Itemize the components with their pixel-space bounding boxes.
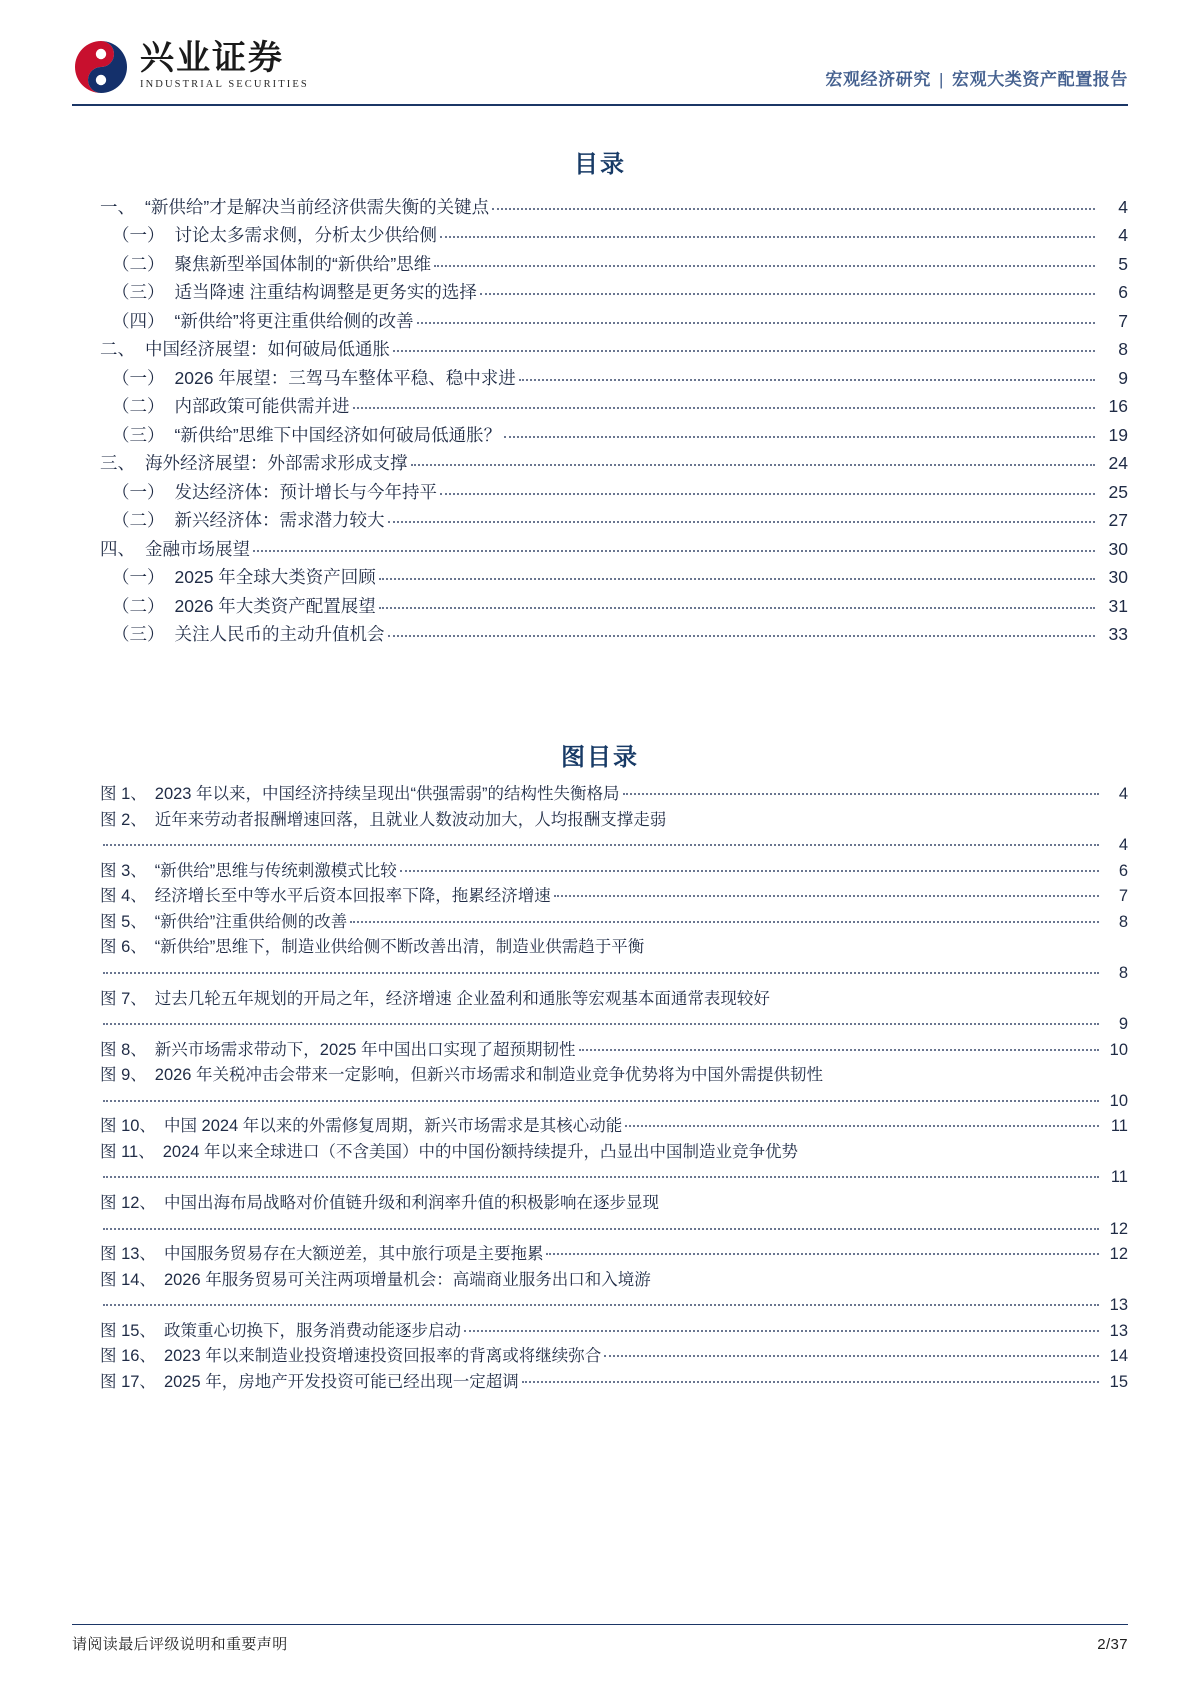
toc-entry[interactable] (72, 307, 1128, 336)
figure-entry-page: 14 (1109, 1347, 1128, 1366)
figure-entry-leader (100, 833, 1128, 859)
figure-list-entry[interactable] (72, 935, 1128, 986)
figure-list-heading: 图目录 (561, 744, 639, 771)
figure-entry-page: 8 (1118, 963, 1128, 982)
figure-entry-number: 图 13、 (100, 1245, 156, 1264)
figure-entry-label: 过去几轮五年规划的开局之年，经济增速 企业盈利和通胀等宏观基本面通常表现较好 (154, 989, 770, 1008)
header-report-type: 宏观大类资产配置报告 (952, 70, 1128, 89)
figure-entry-number: 图 4、 (100, 887, 147, 906)
figure-entry-text (100, 1268, 1128, 1294)
figure-entry-label: 经济增长至中等水平后资本回报率下降，拖累经济增速 (154, 887, 551, 906)
figure-entry-label: 2025 年，房地产开发投资可能已经出现一定超调 (163, 1372, 519, 1391)
figure-list-entry[interactable] (72, 1242, 1128, 1268)
figure-list-entry[interactable] (72, 910, 1128, 936)
toc-entry[interactable] (72, 621, 1128, 650)
figure-entry-label: 近年来劳动者报酬增速回落，且就业人数波动加大，人均报酬支撑走弱 (154, 810, 667, 829)
toc-entry-page: 8 (1118, 339, 1128, 359)
figure-entry-label: “新供给”思维下，制造业供给侧不断改善出清，制造业供需趋于平衡 (154, 938, 645, 957)
figure-entry-page: 8 (1118, 912, 1128, 931)
toc-heading: 目录 (574, 151, 626, 178)
toc-entry-page: 25 (1108, 481, 1128, 502)
figure-entry-number: 图 6、 (100, 938, 147, 957)
toc-leader-dots (519, 379, 1095, 381)
toc-entry-number: 一、 (100, 196, 135, 217)
toc-entry-page: 19 (1108, 424, 1128, 445)
toc-entry-number: 三、 (100, 453, 135, 473)
figure-entry-text (100, 808, 1128, 834)
toc-entry[interactable] (72, 250, 1128, 279)
toc-entry-page: 30 (1108, 538, 1128, 559)
toc-entry-label: 适当降速 注重结构调整是更务实的选择 (174, 282, 477, 302)
figure-entry-label: 中国出海布局战略对价值链升级和利润率升值的积极影响在逐步显现 (163, 1194, 659, 1212)
figure-entry-number: 图 14、 (100, 1270, 156, 1289)
toc-leader-dots (411, 464, 1096, 466)
toc-leader-dots (393, 350, 1095, 352)
figure-entry-leader (100, 1165, 1128, 1191)
figure-leader-dots (546, 1253, 1099, 1255)
toc-entry-label: 海外经济展望：外部需求形成支撑 (145, 453, 408, 473)
toc-leader-dots (492, 208, 1095, 210)
figure-entry-line (100, 1114, 1128, 1140)
figure-entry-number: 图 1、 (100, 785, 147, 803)
figure-leader-dots (625, 1125, 1099, 1127)
brand-name-en: INDUSTRIAL SECURITIES (140, 79, 309, 91)
toc-entry-label: 新兴经济体：需求潜力较大 (174, 510, 385, 530)
header-separator: | (938, 70, 944, 89)
figure-leader-dots (579, 1049, 1099, 1051)
toc-entry[interactable] (72, 336, 1128, 365)
toc-entry-label: 内部政策可能供需并进 (174, 396, 350, 416)
figure-entry-label: “新供给”思维与传统刺激模式比较 (154, 861, 397, 880)
toc-entry-label: 2026 年大类资产配置展望 (174, 595, 376, 616)
toc-entry-label: 金融市场展望 (145, 538, 250, 559)
figure-entry-page: 9 (1118, 1015, 1128, 1034)
toc-entry-label: “新供给”才是解决当前经济供需失衡的关键点 (145, 196, 490, 217)
figure-entry-number: 图 16、 (100, 1347, 156, 1366)
figure-entry-page: 13 (1109, 1321, 1128, 1340)
figure-entry-text (100, 1063, 1128, 1089)
toc-entry[interactable] (72, 193, 1128, 222)
toc-entry-label: “新供给”思维下中国经济如何破局低通胀？ (174, 424, 502, 445)
figure-leader-dots (103, 1304, 1099, 1306)
figure-entry-number: 图 3、 (100, 861, 147, 880)
toc-entry[interactable] (72, 421, 1128, 450)
figure-entry-page: 10 (1109, 1091, 1128, 1110)
toc-entry[interactable] (72, 507, 1128, 536)
figure-leader-dots (103, 972, 1099, 974)
figure-list-entry[interactable] (72, 1140, 1128, 1191)
toc-entry-number: （一） (112, 481, 165, 502)
figure-list-entry[interactable] (72, 1063, 1128, 1114)
figure-entry-page: 11 (1110, 1117, 1128, 1136)
toc-entry-number: 二、 (100, 339, 135, 359)
toc-entry-page: 27 (1108, 510, 1128, 530)
figure-leader-dots (350, 921, 1099, 923)
brand-wordmark (140, 38, 309, 93)
figure-entry-label: 新兴市场需求带动下，2025 年中国出口实现了超预期韧性 (154, 1040, 576, 1059)
toc-entry-page: 31 (1108, 595, 1128, 616)
figure-list-section (72, 737, 1128, 1396)
figure-entry-label: 政策重心切换下，服务消费动能逐步启动 (163, 1321, 461, 1340)
figure-entry-label: 2023 年以来，中国经济持续呈现出“供强需弱”的结构性失衡格局 (154, 785, 620, 803)
figure-leader-dots (400, 870, 1099, 872)
figure-entry-leader (100, 1012, 1128, 1038)
figure-entry-line (100, 1242, 1128, 1268)
figure-leader-dots (522, 1381, 1099, 1383)
figure-leader-dots (103, 1023, 1099, 1025)
toc-entry[interactable] (72, 592, 1128, 621)
toc-entry-page: 33 (1108, 624, 1128, 644)
figure-list-entry[interactable] (72, 782, 1128, 808)
figure-leader-dots (103, 1228, 1099, 1230)
figure-entry-leader (100, 1217, 1128, 1243)
figure-entry-label: “新供给”注重供给侧的改善 (154, 912, 348, 931)
toc-entry-number: 四、 (100, 538, 135, 559)
toc-entry-label: 2025 年全球大类资产回顾 (174, 567, 376, 587)
toc-leader-dots (353, 407, 1096, 409)
brand-name-cn: 兴业证券 (140, 38, 284, 79)
figure-entry-page: 7 (1118, 887, 1128, 906)
toc-entry-number: （四） (112, 310, 165, 331)
figure-entry-number: 图 9、 (100, 1066, 147, 1085)
toc-entry-label: 关注人民币的主动升值机会 (174, 624, 385, 644)
footer-disclaimer: 请阅读最后评级说明和重要声明 (72, 1636, 288, 1653)
toc-entry-number: （三） (112, 282, 165, 302)
toc-entry-number: （二） (112, 595, 165, 616)
figure-leader-dots (623, 793, 1099, 795)
figure-entry-leader (100, 1293, 1128, 1319)
toc-entry-number: （一） (112, 567, 165, 587)
figure-list-entry[interactable] (72, 1370, 1128, 1396)
toc-entry-page: 9 (1118, 367, 1128, 388)
figure-entry-number: 图 2、 (100, 810, 147, 829)
figure-leader-dots (103, 1100, 1099, 1102)
figure-entry-line (100, 884, 1128, 910)
toc-entry-label: 2026 年展望：三驾马车整体平稳、稳中求进 (174, 367, 516, 388)
toc-entry-page: 30 (1108, 567, 1128, 587)
figure-entry-number: 图 8、 (100, 1040, 147, 1059)
figure-entry-page: 10 (1109, 1040, 1128, 1059)
page-header (72, 0, 1128, 106)
toc-entry[interactable] (72, 393, 1128, 422)
figure-entry-label: 中国服务贸易存在大额逆差，其中旅行项是主要拖累 (163, 1245, 544, 1264)
figure-list (72, 782, 1128, 1396)
figure-entry-number: 图 11、 (100, 1142, 155, 1161)
figure-entry-number: 图 5、 (100, 912, 147, 931)
header-breadcrumb (825, 65, 1128, 96)
figure-entry-number: 图 15、 (100, 1321, 156, 1340)
figure-entry-number: 图 17、 (100, 1372, 156, 1391)
toc-entry-label: 讨论太多需求侧，分析太少供给侧 (174, 225, 437, 245)
figure-entry-line (100, 859, 1128, 885)
figure-leader-dots (554, 895, 1099, 897)
footer-page-number: 2/37 (1097, 1636, 1128, 1653)
toc-entry-page: 4 (1118, 225, 1128, 245)
figure-entry-text (100, 935, 1128, 961)
figure-list-entry[interactable] (72, 1191, 1128, 1242)
toc-entry-number: （二） (112, 396, 165, 416)
figure-entry-page: 4 (1118, 785, 1128, 803)
toc-entry[interactable] (72, 450, 1128, 479)
toc-entry[interactable] (72, 535, 1128, 564)
toc-entry[interactable] (72, 478, 1128, 507)
toc-entry-number: （一） (112, 225, 165, 245)
toc-leader-dots (417, 322, 1095, 324)
figure-list-entry[interactable] (72, 808, 1128, 859)
figure-entry-number: 图 10、 (100, 1117, 156, 1136)
figure-entry-page: 6 (1118, 861, 1128, 880)
toc-leader-dots (504, 436, 1095, 438)
figure-entry-leader (100, 1089, 1128, 1115)
toc-leader-dots (440, 493, 1095, 495)
toc-entry[interactable] (72, 222, 1128, 251)
figure-list-entry[interactable] (72, 987, 1128, 1038)
toc-leader-dots (440, 236, 1095, 238)
page-footer (72, 1624, 1128, 1654)
toc-entry-label: 聚焦新型举国体制的“新供给”思维 (174, 253, 432, 274)
figure-entry-page: 11 (1110, 1168, 1128, 1187)
figure-entry-label: 2024 年以来全球进口（不含美国）中的中国份额持续提升，凸显出中国制造业竞争优势 (162, 1142, 799, 1161)
figure-entry-page: 12 (1109, 1245, 1128, 1264)
toc-entry-number: （三） (112, 424, 165, 445)
toc-entry-number: （二） (112, 253, 165, 274)
header-category: 宏观经济研究 (825, 70, 931, 89)
brand-logo (72, 38, 309, 96)
figure-entry-page: 13 (1109, 1296, 1128, 1315)
toc-leader-dots (253, 550, 1095, 552)
industrial-securities-logo-icon (72, 38, 130, 96)
figure-leader-dots (604, 1355, 1099, 1357)
toc-leader-dots (388, 635, 1096, 637)
figure-leader-dots (103, 844, 1099, 846)
toc-leader-dots (434, 265, 1095, 267)
toc-entry[interactable] (72, 279, 1128, 308)
toc-entry[interactable] (72, 564, 1128, 593)
toc-entry-label: 发达经济体：预计增长与今年持平 (174, 481, 437, 502)
figure-leader-dots (464, 1330, 1099, 1332)
figure-entry-line (100, 910, 1128, 936)
toc-entry-number: （一） (112, 367, 165, 388)
figure-entry-line (100, 1344, 1128, 1370)
toc-leader-dots (379, 578, 1095, 580)
toc-leader-dots (388, 521, 1096, 523)
toc-leader-dots (379, 607, 1095, 609)
figure-entry-leader (100, 961, 1128, 987)
figure-entry-label: 2026 年服务贸易可关注两项增量机会：高端商业服务出口和入境游 (163, 1270, 651, 1289)
toc-entry-label: “新供给”将更注重供给侧的改善 (174, 310, 414, 331)
figure-entry-label: 2026 年关税冲击会带来一定影响，但新兴市场需求和制造业竞争优势将为中国外需提供韧性 (154, 1066, 824, 1085)
figure-entry-label: 2023 年以来制造业投资增速投资回报率的背离或将继续弥合 (163, 1347, 602, 1366)
figure-entry-line (100, 1038, 1128, 1064)
toc-entry-label: 中国经济展望：如何破局低通胀 (145, 339, 390, 359)
figure-entry-number: 图 12、 (100, 1194, 156, 1212)
toc-entry-page: 5 (1118, 253, 1128, 274)
figure-entry-label: 中国 2024 年以来的外需修复周期，新兴市场需求是其核心动能 (163, 1117, 623, 1136)
figure-list-entry[interactable] (72, 1319, 1128, 1345)
figure-entry-line (100, 782, 1128, 808)
figure-list-entry[interactable] (72, 884, 1128, 910)
toc-entry-number: （二） (112, 510, 165, 530)
toc-entry-page: 24 (1108, 453, 1128, 473)
figure-list-entry[interactable] (72, 1038, 1128, 1064)
figure-entry-line (100, 1370, 1128, 1396)
figure-entry-text (100, 1140, 1128, 1166)
figure-list-entry[interactable] (72, 1344, 1128, 1370)
figure-entry-number: 图 7、 (100, 989, 147, 1008)
toc-entry-page: 16 (1108, 396, 1128, 416)
figure-list-entry[interactable] (72, 1268, 1128, 1319)
figure-leader-dots (103, 1176, 1099, 1178)
figure-entry-line (100, 1319, 1128, 1345)
figure-entry-page: 12 (1109, 1219, 1128, 1238)
toc-leader-dots (480, 293, 1095, 295)
toc-entry-page: 4 (1118, 196, 1128, 217)
figure-entry-text (100, 987, 1128, 1013)
figure-entry-page: 15 (1109, 1372, 1128, 1391)
toc-list (72, 193, 1128, 649)
figure-list-entry[interactable] (72, 859, 1128, 885)
toc-entry-page: 6 (1118, 282, 1128, 302)
toc-entry-number: （三） (112, 624, 165, 644)
toc-entry[interactable] (72, 364, 1128, 393)
figure-list-entry[interactable] (72, 1114, 1128, 1140)
toc-entry-page: 7 (1118, 310, 1128, 331)
figure-entry-page: 4 (1118, 836, 1128, 855)
figure-entry-text (100, 1191, 1128, 1217)
